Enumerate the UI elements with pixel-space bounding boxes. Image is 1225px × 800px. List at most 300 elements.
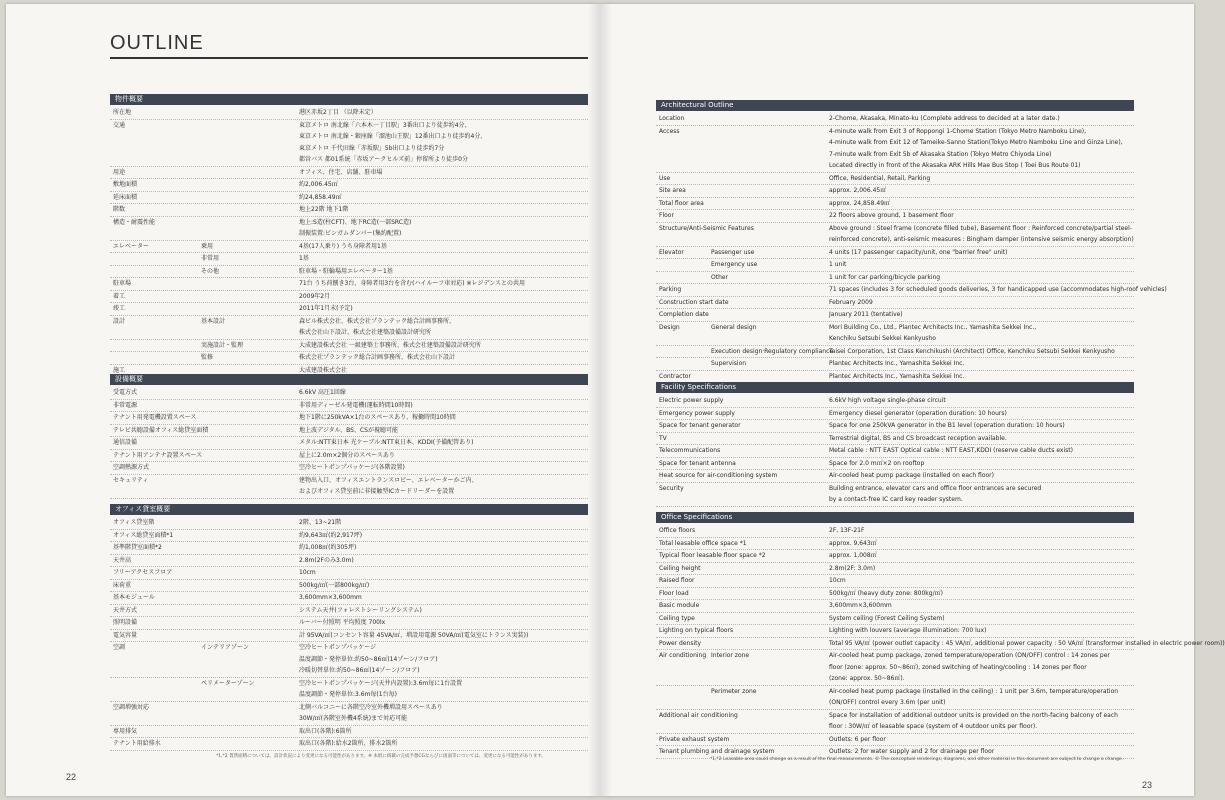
spec-sublabel (711, 721, 829, 733)
spec-row (110, 167, 588, 180)
spec-label: 非常電源 (113, 401, 138, 409)
spec-row (110, 726, 588, 739)
spec-value: 6.6kV 高圧1回線 (299, 389, 346, 396)
spec-label (110, 678, 201, 690)
spec-row (110, 580, 588, 593)
spec-sublabel (201, 412, 299, 424)
spec-row (110, 192, 588, 205)
spec-label: 照明設備 (113, 619, 138, 626)
spec-label: テナント用給排水 (113, 740, 161, 747)
spec-row (110, 450, 588, 463)
spec-sublabel (711, 420, 829, 432)
spec-label: 構造・耐震性能 (113, 218, 156, 226)
spec-row (110, 462, 588, 475)
spec-label: フリーアクセスフロア (113, 569, 173, 576)
spec-value: 地上:S造(柱CFT)、地下RC造(一部SRC造) (299, 218, 412, 226)
spec-sublabel (711, 697, 829, 709)
spec-label (656, 673, 711, 685)
spec-label (656, 697, 711, 709)
spec-label (656, 346, 711, 358)
spec-label: 交通 (113, 121, 126, 129)
spec-label: Access (659, 127, 680, 135)
spec-row (656, 433, 1134, 446)
footnote: *1,*2 Leasable area could change as a result of the final measurements. © The conceptual renderings, diagrams, and other material in this document are subject to change a change. (710, 757, 1124, 762)
spec-label (110, 154, 201, 166)
spec-value: 港区赤坂2丁目 （以降未定） (299, 109, 377, 116)
spec-row (656, 259, 1134, 272)
spec-value: January 2011 (tentative) (829, 311, 903, 318)
spec-value: Plantec Architects Inc., Yamashita Sekkei Inc. (829, 372, 965, 380)
spec-row (110, 689, 588, 702)
spec-sublabel (201, 228, 299, 240)
section-header: 設備概要 (110, 374, 588, 385)
spec-value: ルーバー付照明 平均照度 700lx (299, 619, 386, 626)
left-page (6, 4, 600, 796)
spec-value: Emergency diesel generator (operation duration: 10 hours) (829, 409, 1007, 417)
spec-sublabel: Other (711, 273, 729, 281)
spec-value: 2.8m(2Fのみ3.0m) (299, 556, 354, 564)
spec-sublabel (201, 630, 299, 642)
spec-sublabel (711, 734, 829, 746)
spec-sublabel (201, 167, 299, 179)
spec-label: Tenant plumbing and drainage system (659, 748, 775, 755)
spec-label: Floor load (659, 589, 689, 597)
spec-label: エレベーター (113, 242, 150, 250)
spec-value: Terrestrial digital, BS and CS broadcast reception available. (829, 434, 1007, 442)
spec-sublabel (201, 542, 299, 554)
spec-value: およびオフィス貸室前に非接触型ICカードリーダーを設置 (299, 488, 455, 495)
spec-label: Elevator (659, 248, 684, 256)
spec-value: システム天井(フォレストシーリングシステム) (299, 606, 422, 614)
spec-value: (ON/OFF) control every 3.6m (per unit) (829, 699, 946, 706)
spec-value: Above ground : Steel frame (concrete filled tube), Basement floor : Reinforced concrete/partial steel- (829, 224, 1132, 232)
spec-value: Space for installation of additional outdoor units is provided on the north-facing balcony of each (829, 711, 1118, 719)
spec-label (110, 228, 201, 240)
spec-label: Air conditioning (659, 652, 707, 659)
spec-row (656, 322, 1134, 334)
spec-label (110, 713, 201, 725)
spec-value: 4-minute walk from Exit 12 of Tameike-Sanno Station(Tokyo Metro Namboku Line and Ginza Line), (829, 139, 1123, 146)
spec-sublabel: 実施設計・監理 (201, 341, 244, 349)
spec-row (656, 588, 1134, 601)
spec-value: 地上波デジタル、BS、CSが視聴可能 (299, 426, 398, 434)
spec-label: オフィス貸室階 (113, 519, 155, 526)
spec-sublabel (711, 588, 829, 600)
spec-sublabel (711, 458, 829, 470)
spec-sublabel: ペリメーターゾーン (201, 679, 255, 687)
spec-row (110, 131, 588, 143)
spec-value: System ceiling (Forest Ceiling System) (829, 614, 945, 622)
spec-value: reinforced concrete), anti-seismic measures : Bingham damper (intensive seismic energy absorption) (829, 236, 1134, 243)
spec-row (656, 638, 1225, 651)
spec-value: 4-minute walk from Exit 3 of Roppongi 1-Chome Station (Tokyo Metro Namboku Line), (829, 127, 1087, 135)
spec-row (656, 613, 1134, 626)
section-office-overview (110, 504, 588, 751)
spec-label (656, 137, 711, 149)
spec-value: 東京メトロ 千代田線「赤坂駅」5b出口より徒歩約7分 (299, 144, 445, 152)
spec-value: 非常用ディーゼル発電機(運転時間10時間) (299, 401, 413, 409)
spec-label (656, 494, 711, 506)
spec-sublabel: General design (711, 323, 757, 331)
spec-sublabel (711, 160, 829, 172)
spec-row (656, 160, 1134, 173)
spec-sublabel (201, 517, 299, 529)
spec-row (656, 395, 1134, 408)
spec-sublabel (201, 217, 299, 229)
outline-title: OUTLINE (110, 32, 588, 59)
spec-row (110, 316, 588, 328)
spec-value: approx. 9,643㎡ (829, 539, 877, 547)
spec-sublabel (711, 173, 829, 185)
spec-value: 6.6kV high voltage single-phase circuit (829, 397, 946, 404)
section-architectural-outline (656, 100, 1167, 383)
spec-value: by a contact-free IC card key reader system. (829, 496, 963, 503)
spec-value: Total 95 VA/㎡ (power outlet capacity : 45 VA/㎡, additional power capacity : 50 VA/㎡ (transformer installed in electric power room)) (829, 639, 1225, 647)
spec-value: メタル:NTT東日本 光ケーブル:NTT東日本、KDDI(予備配管あり) (299, 439, 474, 446)
spec-value: 10cm (829, 577, 846, 584)
spec-label (110, 486, 201, 498)
spec-row (656, 247, 1134, 260)
spec-label (656, 721, 711, 733)
spec-row (110, 241, 588, 254)
spec-sublabel (711, 538, 829, 550)
spec-value: 2011年1月末(予定) (299, 305, 353, 312)
spec-sublabel (711, 284, 829, 296)
spec-value: 地上22階 地下1階 (299, 206, 349, 213)
spec-value: 屋上に2.0m×2個分のスペースあり (299, 451, 395, 459)
spec-row (656, 445, 1134, 458)
spec-row (110, 713, 588, 726)
spec-label: Heat source for air-conditioning system (659, 472, 778, 479)
spec-row (656, 173, 1134, 186)
spec-row (110, 291, 588, 304)
spec-row (656, 358, 1134, 371)
spec-label: Basic module (659, 602, 700, 609)
spec-sublabel: 監修 (201, 354, 214, 361)
spec-value: 1 unit (829, 261, 847, 268)
spec-value: 温度調節・発停単位:約50~86㎡(14ゾーン/フロア) (299, 655, 438, 663)
spec-sublabel (711, 408, 829, 420)
spec-value: 都営バス 都01系統「赤坂アークヒルズ前」停留所より徒歩0分 (299, 156, 469, 163)
spec-sublabel (711, 149, 829, 161)
spec-sublabel (711, 309, 829, 321)
spec-row (656, 494, 1134, 507)
spec-value: 大成建設株式会社 一級建築士事務所、株式会社建築設備設計研究所 (299, 341, 481, 349)
spec-value: 71台 うち荷捌き3台、身障者用3台を含む(ハイルーフ車対応) ※レジデンスとの共用 (299, 280, 526, 287)
spec-value: 約24,858.49㎡ (299, 193, 342, 201)
spec-sublabel: その他 (201, 267, 220, 275)
spec-label: 床荷重 (113, 581, 132, 589)
spec-value: オフィス、住宅、店舗、駐車場 (299, 168, 383, 176)
spec-row (110, 179, 588, 192)
spec-label: Ceiling height (659, 564, 701, 572)
spec-label: 基本モジュール (113, 594, 155, 601)
spec-row (110, 630, 588, 643)
spec-label: Structure/Anti-Seismic Features (659, 224, 754, 232)
spec-label (110, 327, 201, 339)
spec-value: (zone: approx. 50~86㎡). (829, 675, 905, 682)
spec-value: 約1,008㎡(約305坪) (299, 544, 357, 551)
spec-row (656, 721, 1134, 734)
spec-sublabel (201, 702, 299, 714)
spec-row (656, 113, 1134, 126)
spec-label: Construction start date (659, 298, 729, 306)
spec-value: February 2009 (829, 298, 873, 306)
spec-sublabel (711, 525, 829, 537)
spec-sublabel (711, 185, 829, 197)
spec-value: Air-cooled heat pump package, zoned temperature/operation (ON/OFF) control : 14 zones per (829, 652, 1110, 659)
spec-value: Outlets: 6 per floor (829, 735, 886, 743)
spec-row (656, 198, 1134, 211)
spec-value: 3,600mm×3,600mm (829, 602, 892, 609)
spec-label: 通信設備 (113, 439, 138, 446)
spec-label: Location (659, 115, 685, 122)
spec-label: Lighting on typical floors (659, 627, 734, 634)
spec-sublabel (201, 654, 299, 666)
spec-label: Completion date (659, 311, 709, 318)
spec-value: 株式会社プランテック総合計画事務所、株式会社山下設計 (299, 354, 456, 361)
spec-value: Space for 2.0 m㎡×2 on rooftop (829, 459, 925, 467)
spec-label: 設計 (113, 317, 126, 325)
spec-label: 施工 (113, 366, 126, 374)
spec-value: 冷暖切替単位:約50~86㎡(14ゾーン/フロア) (299, 667, 420, 674)
spec-row (110, 204, 588, 217)
spec-row (110, 738, 588, 751)
spec-row (656, 137, 1134, 149)
spec-sublabel (711, 433, 829, 445)
spec-row (110, 555, 588, 568)
spec-label: Space for tenant generator (659, 422, 741, 429)
spec-label (656, 272, 711, 284)
spec-row (656, 309, 1134, 322)
spec-row (656, 346, 1134, 359)
spec-sublabel (711, 710, 829, 722)
spec-value: 500kg/㎡ (heavy duty zone: 800kg/㎡) (829, 589, 943, 597)
spec-row (656, 625, 1134, 638)
spec-row (656, 525, 1134, 538)
spec-row (656, 234, 1134, 247)
spec-value: 空冷ヒートポンプパッケージ(各階設置) (299, 464, 405, 471)
spec-value: 71 spaces (includes 3 for scheduled goods deliveries, 3 for handicapped use (accommodates high-roof vehicles) (829, 286, 1167, 293)
spec-row (656, 710, 1134, 722)
spec-label: 所在地 (113, 109, 132, 116)
spec-value: Outlets: 2 for water supply and 2 for drainage per floor (829, 748, 995, 755)
spec-row (656, 272, 1134, 285)
spec-label: テレビ共聴設備オフィス総貸室面積 (113, 426, 209, 434)
spec-label: Ceiling type (659, 614, 695, 622)
spec-sublabel (711, 126, 829, 138)
spec-label: Typical floor leasable floor space *2 (659, 552, 766, 559)
spec-label: 天井方式 (113, 606, 138, 614)
spec-sublabel: Passenger use (711, 248, 755, 256)
spec-label: Additional air conditioning (659, 711, 738, 719)
spec-value: 2.8m(2F: 3.0m) (829, 564, 876, 572)
spec-sublabel (201, 580, 299, 592)
spec-label: 延床面積 (113, 193, 138, 201)
spec-row (110, 228, 588, 241)
section-header: Facility Specifications (656, 382, 1134, 393)
spec-label: 用途 (113, 168, 126, 176)
spec-sublabel (201, 486, 299, 498)
spec-label (110, 689, 201, 701)
spec-value: 2-Chome, Akasaka, Minato-ku (Complete address to decided at a later date.) (829, 115, 1060, 122)
spec-sublabel (711, 113, 829, 125)
spec-label: Use (659, 174, 671, 182)
spec-row (656, 284, 1167, 297)
spec-value: Office, Residential, Retail, Parking (829, 174, 931, 182)
spec-label: Space for tenant antenna (659, 459, 736, 467)
spec-row (656, 686, 1134, 698)
spec-sublabel (711, 470, 829, 482)
spec-row (110, 530, 588, 543)
spec-label: Telecommunications (659, 447, 721, 454)
spec-row (110, 253, 588, 266)
spec-sublabel (201, 592, 299, 604)
spec-label: TV (659, 434, 667, 442)
spec-sublabel (201, 617, 299, 629)
right-page (600, 4, 1225, 796)
spec-label: Security (659, 484, 684, 492)
spec-row (656, 408, 1134, 421)
spec-label: 天井高 (113, 556, 132, 564)
spec-sublabel (711, 445, 829, 457)
spec-sublabel (201, 450, 299, 462)
spec-row (656, 185, 1134, 198)
spec-row (110, 120, 588, 132)
spec-row (110, 542, 588, 555)
section-header: Architectural Outline (656, 100, 1134, 111)
spec-row (110, 425, 588, 438)
spec-row (110, 303, 588, 316)
spec-row (656, 458, 1134, 471)
spec-label: 基準階貸室面積*2 (113, 544, 162, 551)
spec-value: 2F, 13F-21F (829, 527, 865, 534)
section-header: Office Specifications (656, 512, 1134, 523)
spec-value: 株式会社山下設計、株式会社建築設備設計研究所 (299, 329, 432, 336)
spec-row (110, 486, 588, 499)
spec-label (110, 131, 201, 143)
spec-value: 東京メトロ 南北線・銀座線「溜池山王駅」12番出口より徒歩約4分、 (299, 133, 487, 140)
spec-sublabel (711, 550, 829, 562)
spec-label: 空調熱源方式 (113, 464, 150, 471)
spec-sublabel (711, 210, 829, 222)
spec-sublabel (201, 738, 299, 750)
spec-label: 電気容量 (113, 631, 138, 639)
spec-row (656, 600, 1134, 613)
spec-value: approx. 24,858.49㎡ (829, 199, 891, 207)
spec-sublabel (201, 107, 299, 119)
spec-sublabel (201, 605, 299, 617)
spec-sublabel: Emergency use (711, 261, 758, 268)
spec-value: 計 95VA/㎡(コンセント容量 45VA/㎡、増設用電源 50VA/㎡(電気室にトランス実装)) (299, 631, 529, 639)
spec-label: Office floors (659, 527, 696, 534)
spec-value: 約9,643㎡(約2,917坪) (299, 531, 363, 539)
spec-sublabel (711, 297, 829, 309)
spec-row (110, 387, 588, 400)
spec-value: 500kg/㎡(一部800kg/㎡) (299, 581, 370, 589)
spec-label: 竣工 (113, 305, 126, 312)
spec-value: 取出口(各階):6箇所 (299, 727, 352, 735)
spec-row (656, 550, 1134, 563)
spec-value: Taisei Corporation, 1st Class Kenchikushi (Architect) Office, Kenchiku Setsubi Sekkei Kenkyusho (829, 347, 1115, 355)
spec-sublabel (201, 179, 299, 191)
spec-sublabel (711, 746, 829, 758)
spec-sublabel (201, 665, 299, 677)
spec-label (656, 234, 711, 246)
spec-row (656, 210, 1134, 223)
spec-label: Total floor area (659, 199, 704, 207)
spec-row (656, 563, 1134, 576)
section-header: 物件概要 (110, 94, 588, 105)
spec-sublabel (711, 563, 829, 575)
spec-row (110, 567, 588, 580)
spec-sublabel (201, 726, 299, 738)
spec-row (656, 333, 1134, 346)
spec-label: 階数 (113, 206, 126, 213)
spec-value: Metal cable : NTT EAST Optical cable : NTT EAST,KDDI (reserve cable ducts exist) (829, 447, 1073, 454)
spec-value: 1基 (299, 255, 309, 262)
page-number: 23 (1142, 780, 1153, 790)
spec-row (110, 475, 588, 487)
spec-row (110, 107, 588, 120)
spec-row (656, 734, 1134, 747)
spec-label: Electric power supply (659, 397, 724, 404)
spec-sublabel: Supervision (711, 360, 747, 367)
spec-value: floor : 30W/㎡ of leasable space (system of 4 outdoor units per floor). (829, 723, 1038, 730)
spec-label: オフィス総貸室面積*1 (113, 531, 174, 539)
spec-value: 4 units (17 passenger capacity/unit, one "barrier free" unit) (829, 248, 1008, 256)
spec-label: Private exhaust system (659, 735, 730, 743)
spec-sublabel (711, 333, 829, 345)
spec-row (656, 650, 1134, 662)
spec-sublabel (201, 192, 299, 204)
spec-row (656, 420, 1134, 433)
spec-label: Parking (659, 286, 682, 293)
spec-sublabel (201, 567, 299, 579)
spec-row (110, 327, 588, 340)
spec-row (110, 400, 588, 413)
spec-label: 着工 (113, 292, 126, 300)
spec-sublabel (201, 303, 299, 315)
spec-value: 建物出入口、オフィスエントランスロビー、エレベーターかご内、 (299, 476, 478, 484)
spec-row (110, 143, 588, 155)
spec-label (656, 149, 711, 161)
spec-value: approx. 1,008㎡ (829, 552, 877, 559)
spec-sublabel (201, 555, 299, 567)
spec-value: 7-minute walk from Exit 5b of Akasaka Station (Tokyo Metro Chiyoda Line) (829, 150, 1052, 158)
section-property-overview (110, 94, 588, 377)
spec-label (656, 259, 711, 271)
spec-sublabel (711, 625, 829, 637)
spec-sublabel (201, 437, 299, 449)
spec-label (110, 654, 201, 666)
spec-sublabel (711, 198, 829, 210)
spec-value: 森ビル株式会社、株式会社プランテック総合計画事務所、 (299, 317, 456, 325)
spec-label: テナント用アンテナ設置スペース (113, 451, 203, 459)
spec-value: 10cm (299, 569, 316, 576)
spec-value: 大成建設株式会社 (299, 366, 348, 374)
spec-row (110, 678, 588, 690)
spec-label: Raised floor (659, 577, 695, 584)
spec-sublabel (711, 575, 829, 587)
spec-sublabel (711, 638, 829, 650)
spec-label: 空調 (113, 644, 126, 651)
spec-value: 空冷ヒートポンプパッケージ (299, 644, 377, 651)
spec-label: Floor (659, 212, 674, 219)
spec-sublabel (711, 673, 829, 685)
spec-sublabel (201, 425, 299, 437)
spec-value: 地下1階に250kVA×1台のスペースあり、稼働時間10時間 (299, 414, 456, 421)
